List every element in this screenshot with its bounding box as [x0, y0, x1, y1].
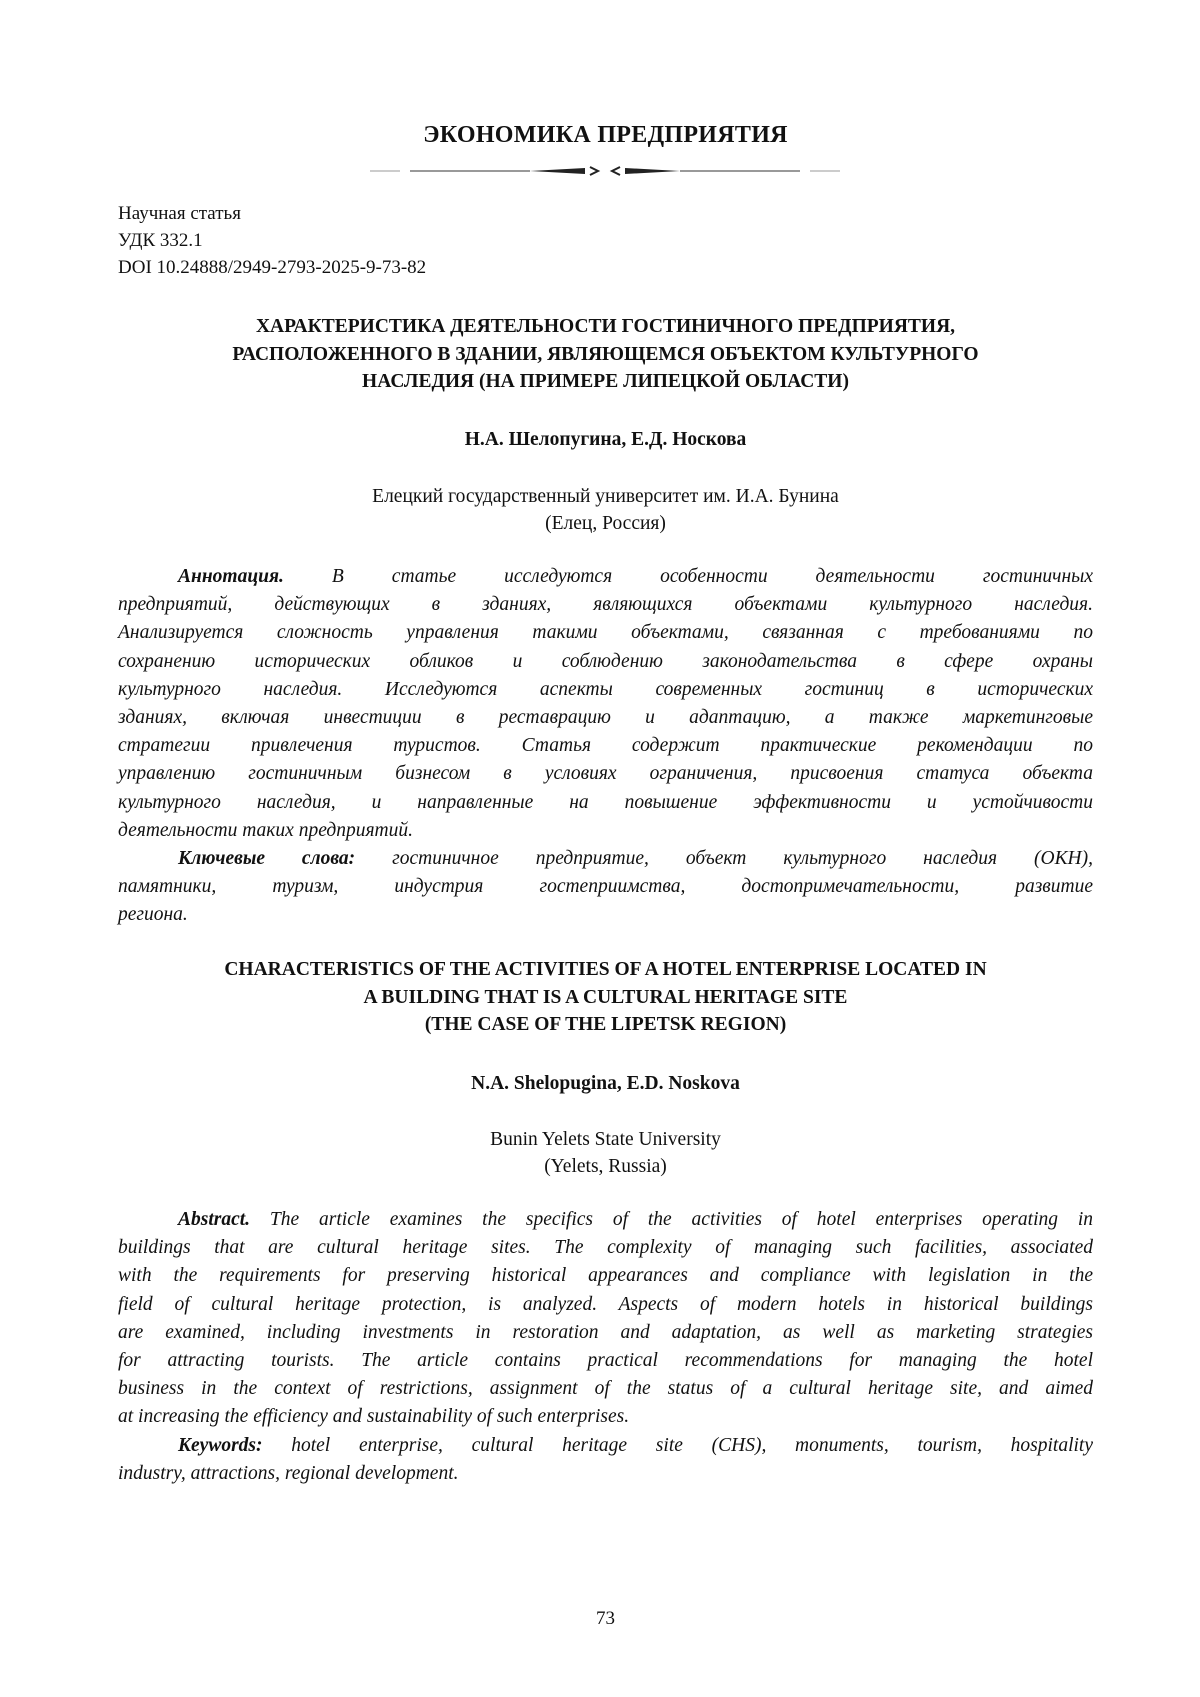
en-abstract: [118, 1206, 1093, 1488]
abstract-line: зданиях, включая инвестиции в реставрацию и адаптацию, а также маркетинговые: [118, 704, 1093, 732]
location: (Yelets, Russia): [118, 1153, 1093, 1180]
en-authors: N.A. Shelopugina, E.D. Noskova: [118, 1073, 1093, 1095]
keywords-line: региона.: [118, 901, 1093, 929]
title-line: A BUILDING THAT IS A CULTURAL HERITAGE SITE: [118, 984, 1093, 1012]
abstract-label: Аннотация.: [178, 566, 284, 587]
abstract-line: business in the context of restrictions, assignment of the status of a cultural heritage site, and aimed: [118, 1375, 1093, 1403]
ru-authors: Н.А. Шелопугина, Е.Д. Носкова: [118, 429, 1093, 451]
title-line: НАСЛЕДИЯ (НА ПРИМЕРЕ ЛИПЕЦКОЙ ОБЛАСТИ): [118, 368, 1093, 396]
title-line: РАСПОЛОЖЕННОГО В ЗДАНИИ, ЯВЛЯЮЩЕМСЯ ОБЪЕКТОМ КУЛЬТУРНОГО: [118, 341, 1093, 369]
abstract-label: Abstract.: [178, 1209, 250, 1230]
article-meta: [118, 200, 426, 281]
affiliation: Bunin Yelets State University: [118, 1126, 1093, 1153]
udc-code: УДК 332.1: [118, 227, 426, 254]
keywords-label: Ключевые слова:: [178, 848, 355, 869]
keywords-line: гостиничное предприятие, объект культурного наследия (ОКН),: [392, 848, 1093, 869]
ru-title: [118, 313, 1093, 396]
abstract-line: управлению гостиничным бизнесом в условиях ограничения, присвоения статуса объекта: [118, 760, 1093, 788]
abstract-line: стратегии привлечения туристов. Статья содержит практические рекомендации по: [118, 732, 1093, 760]
title-line: (THE CASE OF THE LIPETSK REGION): [118, 1011, 1093, 1039]
abstract-line: buildings that are cultural heritage sites. The complexity of managing such facilities, associated: [118, 1234, 1093, 1262]
abstract-line: at increasing the efficiency and sustainability of such enterprises.: [118, 1403, 1093, 1431]
article-type: Научная статья: [118, 200, 426, 227]
page-number: 73: [118, 1608, 1093, 1630]
en-affiliation: [118, 1126, 1093, 1180]
abstract-line: The article examines the specifics of the activities of hotel enterprises operating in: [270, 1209, 1093, 1230]
abstract-line: Анализируется сложность управления такими объектами, связанная с требованиями по: [118, 619, 1093, 647]
abstract-line: культурного наследия. Исследуются аспекты современных гостиниц в исторических: [118, 676, 1093, 704]
abstract-line: культурного наследия, и направленные на повышение эффективности и устойчивости: [118, 789, 1093, 817]
title-line: ХАРАКТЕРИСТИКА ДЕЯТЕЛЬНОСТИ ГОСТИНИЧНОГО ПРЕДПРИЯТИЯ,: [118, 313, 1093, 341]
ornament-divider-icon: [370, 164, 840, 178]
abstract-line: сохранению исторических обликов и соблюдению законодательства в сфере охраны: [118, 648, 1093, 676]
abstract-line: В статье исследуются особенности деятельности гостиничных: [332, 566, 1093, 587]
location: (Елец, Россия): [118, 510, 1093, 537]
en-title: [118, 956, 1093, 1039]
abstract-line: with the requirements for preserving historical appearances and compliance with legislation in the: [118, 1262, 1093, 1290]
keywords-line: industry, attractions, regional development.: [118, 1460, 1093, 1488]
abstract-line: деятельности таких предприятий.: [118, 817, 1093, 845]
keywords-line: hotel enterprise, cultural heritage site (CHS), monuments, tourism, hospitality: [291, 1435, 1093, 1456]
title-line: CHARACTERISTICS OF THE ACTIVITIES OF A HOTEL ENTERPRISE LOCATED IN: [118, 956, 1093, 984]
abstract-line: предприятий, действующих в зданиях, являющихся объектами культурного наследия.: [118, 591, 1093, 619]
keywords-line: памятники, туризм, индустрия гостеприимства, достопримечательности, развитие: [118, 873, 1093, 901]
affiliation: Елецкий государственный университет им. И.А. Бунина: [118, 483, 1093, 510]
doi: DOI 10.24888/2949-2793-2025-9-73-82: [118, 254, 426, 281]
abstract-line: field of cultural heritage protection, is analyzed. Aspects of modern hotels in historical buildings: [118, 1291, 1093, 1319]
abstract-line: for attracting tourists. The article contains practical recommendations for managing the hotel: [118, 1347, 1093, 1375]
ru-abstract: [118, 563, 1093, 930]
section-heading: ЭКОНОМИКА ПРЕДПРИЯТИЯ: [118, 122, 1093, 149]
keywords-label: Keywords:: [178, 1435, 263, 1456]
ru-affiliation: [118, 483, 1093, 537]
abstract-line: are examined, including investments in restoration and adaptation, as well as marketing strategies: [118, 1319, 1093, 1347]
